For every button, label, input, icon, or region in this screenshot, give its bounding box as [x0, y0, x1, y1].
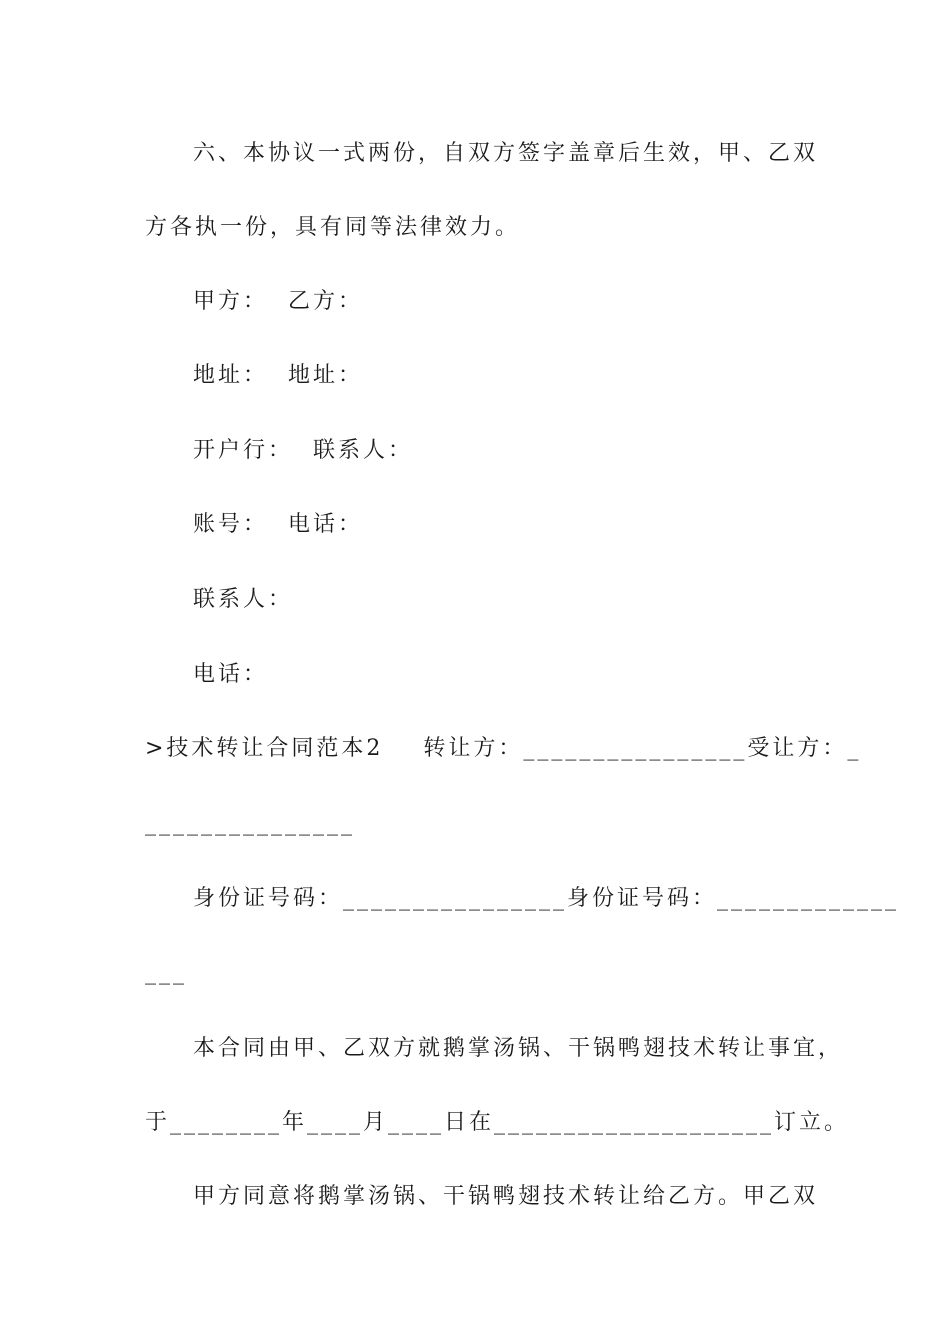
clause-six-line-2: 方各执一份，具有同等法律效力。 [145, 215, 521, 240]
transfer-agreement-line: 甲方同意将鹅掌汤锅、干锅鸭翅技术转让给乙方。甲乙双 [193, 1184, 819, 1209]
clause-six-line-1: 六、本协议一式两份，自双方签字盖章后生效，甲、乙双 [193, 141, 819, 166]
contract-intro-line-1: 本合同由甲、乙双方就鹅掌汤锅、干锅鸭翅技术转让事宜， [193, 1036, 844, 1061]
id-number-line: 身份证号码：________________身份证号码：_____________ [193, 886, 900, 911]
id-number-continuation: ___ [145, 960, 187, 985]
contract-template-2-heading: >技术转让合同范本2 转让方：________________受让方：_ [145, 736, 862, 761]
account-phone-label-line: 账号： 电话： [193, 512, 363, 537]
contract-intro-line-2: 于________年____月____日在____________________订立。 [145, 1110, 850, 1135]
address-label-line: 地址： 地址： [193, 363, 363, 388]
party-label-line: 甲方： 乙方： [193, 289, 363, 314]
phone-label-line: 电话： [193, 662, 269, 687]
transferee-blank-continuation: _______________ [145, 811, 355, 836]
bank-contact-label-line: 开户行： 联系人： [193, 438, 413, 463]
contact-label-line: 联系人： [193, 587, 294, 612]
